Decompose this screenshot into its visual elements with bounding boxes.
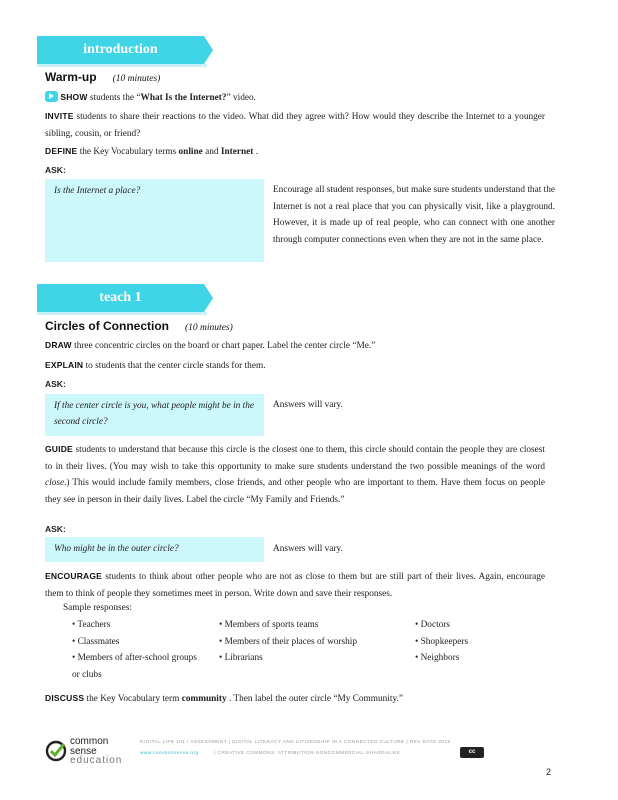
responses-column-3 — [415, 617, 535, 667]
list-item: • Doctors — [415, 620, 451, 630]
draw-instruction: DRAW three concentric circles on the board or chart paper. Label the center circle “Me.” — [45, 340, 376, 351]
duration: (10 minutes) — [185, 323, 233, 333]
ask-label: ASK: — [45, 379, 66, 389]
banner-title: introduction — [83, 42, 158, 57]
list-item: • Teachers — [72, 620, 111, 630]
footer-meta-line: DIGITAL LIFE 101 / ASSESSMENT | DIGITAL LITERACY AND CITIZENSHIP IN A CONNECTED CULTURE | REV DATE 2015 — [140, 740, 451, 745]
question-box — [45, 537, 264, 562]
duration: (10 minutes) — [112, 74, 161, 84]
list-item: • Members of their places of worship — [219, 636, 358, 647]
page-number: 2 — [546, 767, 552, 777]
answer-text: Answers will vary. — [273, 544, 343, 554]
list-item: • Librarians — [219, 653, 263, 663]
footer-meta-line-2: www.commonsense.org | CREATIVE COMMONS: ATTRIBUTION-NONCOMMERCIAL-SHAREALIKE — [140, 751, 401, 756]
list-item: • Neighbors — [415, 653, 460, 663]
section-heading: Circles of Connection (10 minutes) — [45, 319, 233, 333]
common-sense-logo: common sense education — [45, 737, 125, 769]
play-icon[interactable] — [45, 91, 58, 102]
question-box — [45, 179, 264, 262]
creative-commons-badge: cc — [460, 747, 484, 758]
ask-label: ASK: — [45, 165, 66, 175]
responses-column-1 — [72, 617, 202, 683]
section-heading: Warm-up (10 minutes) — [45, 70, 161, 84]
encourage-instruction: ENCOURAGE students to think about other people who are not as close to them but are still part of their lives. Again, encourage them to think of people they sometimes meet in person. Write down and save their responses. — [45, 571, 545, 599]
footer-link[interactable]: www.commonsense.org — [140, 751, 199, 756]
question-text: If the center circle is you, what people might be in the second circle? — [54, 401, 255, 427]
banner-title: teach 1 — [99, 290, 142, 305]
list-item: • Shopkeepers — [415, 636, 469, 647]
question-text: Who might be in the outer circle? — [54, 544, 179, 554]
discuss-instruction: DISCUSS the Key Vocabulary term community . Then label the outer circle “My Community.” — [45, 693, 403, 704]
list-item: • Members of sports teams — [219, 620, 319, 630]
logo-check-icon — [45, 740, 67, 762]
introduction-banner — [37, 36, 212, 64]
define-instruction: DEFINE the Key Vocabulary terms online and Internet . — [45, 146, 259, 157]
sample-responses-heading: Sample responses: — [63, 603, 132, 613]
answer-text: Encourage all student responses, but make sure students understand that the Internet is not a real place that you can physically visit, like a playground. However, it is made up of real people, who can connect with one another through computer connections even when they are not in the same place. — [273, 185, 555, 245]
list-item: • Classmates — [72, 636, 120, 647]
list-item: • Members of after-school groups or clubs — [72, 653, 197, 680]
question-box — [45, 394, 264, 436]
guide-instruction: GUIDE students to understand that because this circle is the closest one to them, this circle should contain the people they are closest to in their lives. (You may wish to take this opportunity to make sure students understand the two possible meanings of the word close.) This would include family members, close friends, and other people who are important to them. Have them focus on people they see in person in their daily lives. Label the circle “My Family and Friends.” — [45, 444, 545, 505]
responses-column-2 — [219, 617, 409, 667]
show-instruction: SHOW students the “What Is the Internet?” video. — [45, 89, 545, 107]
answer-text: Answers will vary. — [273, 400, 343, 410]
question-text: Is the Internet a place? — [54, 186, 141, 196]
explain-instruction: EXPLAIN to students that the center circle stands for them. — [45, 360, 266, 371]
invite-instruction: INVITE students to share their reactions to the video. What did they agree with? How would they describe the Internet to a younger sibling, cousin, or friend? — [45, 111, 545, 139]
teach-banner — [37, 284, 212, 312]
ask-label: ASK: — [45, 524, 66, 534]
